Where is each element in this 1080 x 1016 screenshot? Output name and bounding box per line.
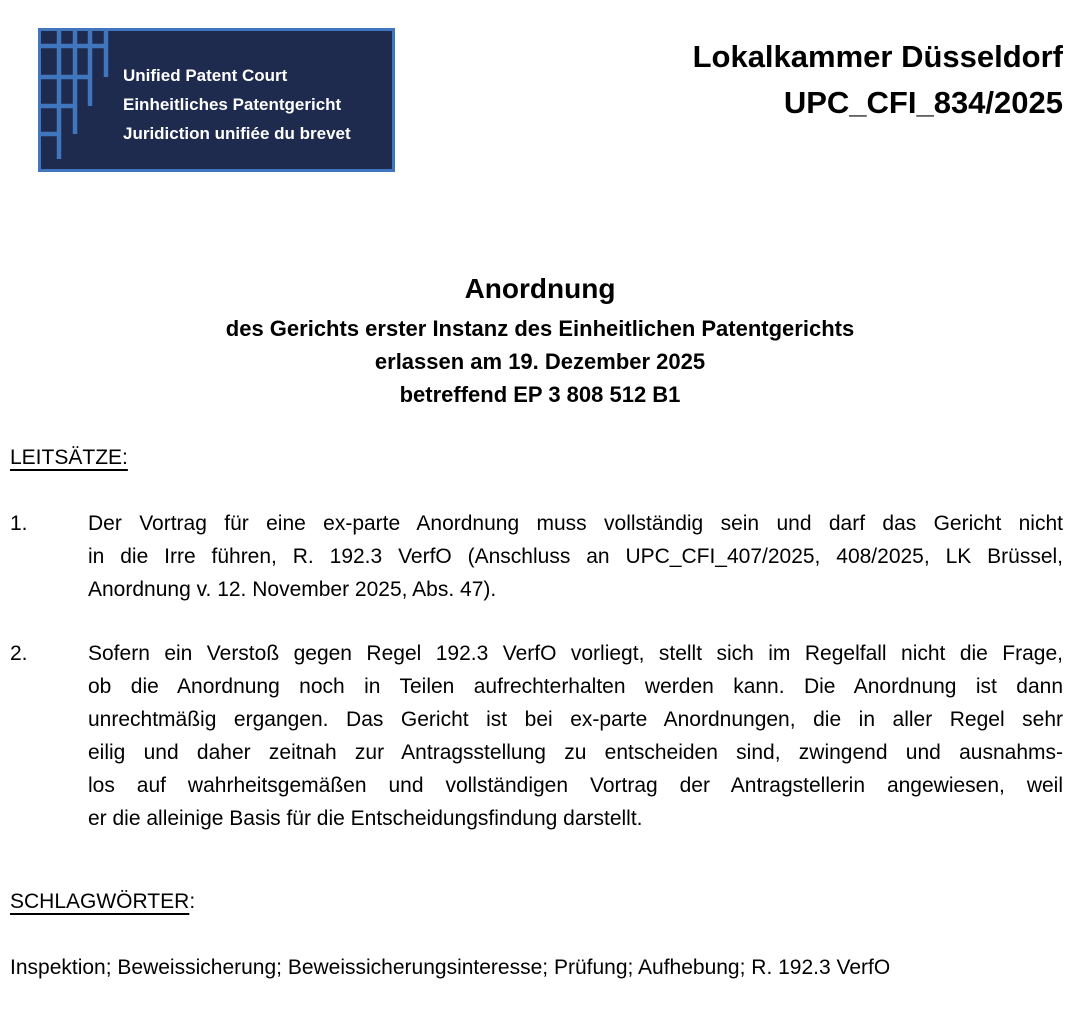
logo-line-german: Einheitliches Patentgericht [123, 95, 342, 114]
item-number: 2. [10, 642, 28, 665]
chamber-name: Lokalkammer Düsseldorf [692, 39, 1063, 74]
item-text-line: unrechtmäßig ergangen. Das Gericht ist bei ex-parte Anordnungen, die in aller Regel sehr [88, 708, 1063, 731]
subtitle-date-line: erlassen am 19. Dezember 2025 [374, 349, 706, 374]
subtitle-court-line: des Gerichts erster Instanz des Einheitlichen Patentgerichts [225, 316, 855, 341]
item-text-line: Sofern ein Verstoß gegen Regel 192.3 VerfO vorliegt, stellt sich im Regelfall nicht die Frage, [88, 642, 1063, 665]
item-text [88, 637, 1063, 835]
case-header [693, 34, 1063, 126]
leitsatz-item-2 [10, 637, 1063, 835]
document-title: Anordnung [464, 273, 616, 304]
keywords-line: Inspektion; Beweissicherung; Beweissicherungsinteresse; Prüfung; Aufhebung; R. 192.3 VerfO [10, 956, 891, 979]
leitsaetze-heading-text: LEITSÄTZE: [10, 446, 128, 469]
upc-logo-grid-icon [41, 31, 111, 169]
leitsaetze-heading [10, 441, 128, 474]
item-text-line: in die Irre führen, R. 192.3 VerfO (Anschluss an UPC_CFI_407/2025, 408/2025, LK Brüssel, [88, 545, 1063, 568]
item-text-line: eilig und daher zeitnah zur Antragsstellung zu entscheiden sind, zwingend und ausnahms- [88, 741, 1063, 764]
upc-logo-text [123, 61, 351, 148]
schlagwoerter-heading-colon: : [189, 890, 196, 913]
item-text-line: ob die Anordnung noch in Teilen aufrechterhalten werden kann. Die Anordnung ist dann [88, 675, 1063, 698]
logo-line-french: Juridiction unifiée du brevet [123, 124, 351, 143]
order-title-block [0, 270, 1080, 411]
schlagwoerter-heading [10, 885, 195, 918]
upc-logo [38, 28, 395, 172]
logo-line-english: Unified Patent Court [123, 66, 288, 85]
subtitle-patent-line: betreffend EP 3 808 512 B1 [399, 382, 681, 407]
leitsatz-item-1 [10, 507, 1063, 606]
item-text-line: Der Vortrag für eine ex-parte Anordnung muss vollständig sein und darf das Gericht nicht [88, 512, 1063, 535]
item-number: 1. [10, 512, 28, 535]
item-text [88, 507, 1063, 606]
schlagwoerter-heading-text: SCHLAGWÖRTER [10, 890, 190, 913]
item-text-line: los auf wahrheitsgemäßen und vollständigen Vortrag der Antragstellerin angewiesen, weil [88, 774, 1063, 797]
case-reference: UPC_CFI_834/2025 [783, 85, 1063, 120]
item-text-line: Anordnung v. 12. November 2025, Abs. 47). [88, 578, 497, 601]
item-text-line: er die alleinige Basis für die Entscheidungsfindung darstellt. [88, 807, 643, 830]
